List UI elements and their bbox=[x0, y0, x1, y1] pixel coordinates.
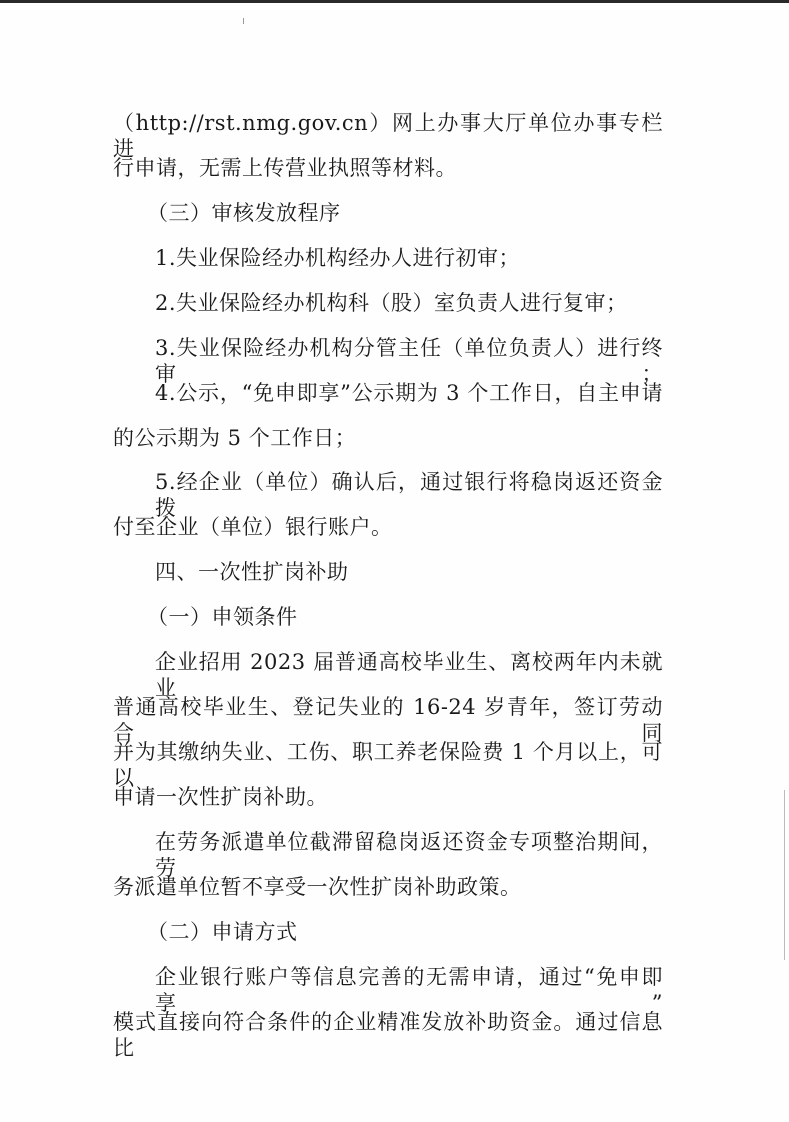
paragraph-line: 企业招用 2023 届普通高校毕业生、离校两年内未就业 bbox=[155, 650, 663, 700]
page-top-border bbox=[0, 0, 789, 3]
paragraph-line: 模式直接向符合条件的企业精准发放补助资金。通过信息比 bbox=[113, 1010, 663, 1060]
paragraph-line: 在劳务派遣单位截滞留稳岗返还资金专项整治期间，劳 bbox=[155, 830, 663, 880]
section-heading: 四、一次性扩岗补助 bbox=[155, 560, 349, 584]
list-item: 3.失业保险经办机构分管主任（单位负责人）进行终审； bbox=[155, 336, 663, 386]
paragraph-line: 申请一次性扩岗补助。 bbox=[113, 785, 328, 809]
paragraph-line: 企业银行账户等信息完善的无需申请，通过“免申即享” bbox=[155, 965, 663, 1015]
paragraph-line: 付至企业（单位）银行账户。 bbox=[113, 515, 393, 539]
paragraph-line: 务派遣单位暂不享受一次性扩岗补助政策。 bbox=[113, 875, 522, 899]
paragraph-line: （http://rst.nmg.gov.cn）网上办事大厅单位办事专栏进 bbox=[113, 111, 663, 161]
paragraph-line: 普通高校毕业生、登记失业的 16-24 岁青年，签订劳动合同 bbox=[113, 695, 663, 745]
list-item: 5.经企业（单位）确认后，通过银行将稳岗返还资金拨 bbox=[155, 470, 663, 520]
subsection-heading: （二）申请方式 bbox=[147, 920, 298, 944]
section-heading: （三）审核发放程序 bbox=[147, 201, 341, 225]
list-item: 1.失业保险经办机构经办人进行初审； bbox=[155, 246, 521, 270]
scan-mark bbox=[243, 18, 244, 24]
paragraph-line: 并为其缴纳失业、工伤、职工养老保险费 1 个月以上，可以 bbox=[113, 740, 663, 790]
paragraph-line: 行申请，无需上传营业执照等材料。 bbox=[113, 156, 457, 180]
list-item: 4.公示，“免申即享”公示期为 3 个工作日，自主申请 bbox=[155, 381, 663, 405]
scan-edge-line bbox=[784, 790, 785, 960]
list-item: 2.失业保险经办机构科（股）室负责人进行复审； bbox=[155, 291, 628, 315]
paragraph-line: 的公示期为 5 个工作日； bbox=[113, 426, 357, 450]
subsection-heading: （一）申领条件 bbox=[147, 605, 298, 629]
